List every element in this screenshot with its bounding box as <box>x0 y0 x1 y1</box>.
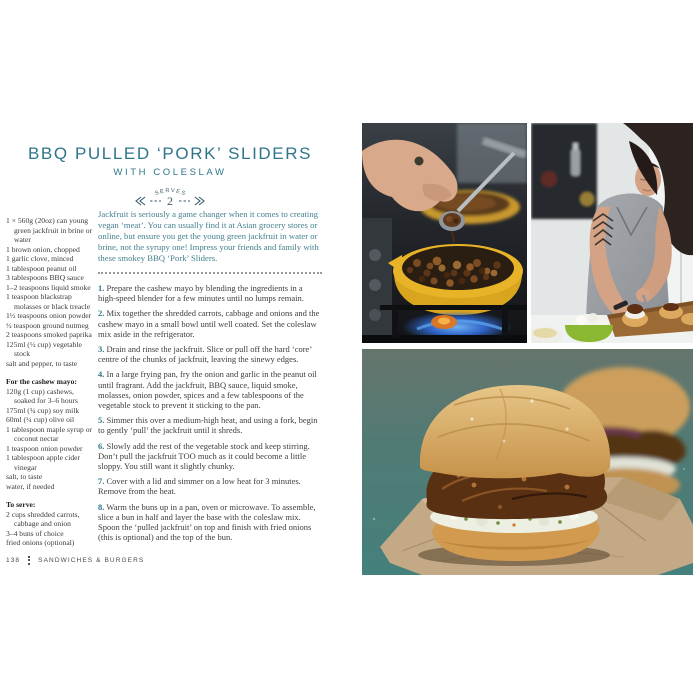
step-number: 3. <box>98 344 105 355</box>
ingredient-item: 1 teaspoon blackstrap molasses or black treacle <box>6 292 91 311</box>
ingredient-item: salt and pepper, to taste <box>6 358 78 368</box>
ring <box>415 157 424 166</box>
recipe-page <box>0 0 340 700</box>
step-number: 6. <box>98 440 105 451</box>
step-8 <box>98 502 322 543</box>
ingredient-item: 1 tablespoon apple cider vinegar <box>6 453 81 472</box>
footer-divider <box>28 556 30 565</box>
step-1 <box>98 283 322 303</box>
step-text: Drain and rinse the jackfruit. Slice or pull off the hard ‘core’ centre of the chunks of jackfruit, leaving the sinewy edges. <box>98 344 312 365</box>
page-subtitle: WITH COLESLAW <box>113 167 227 178</box>
step-number: 4. <box>98 369 105 380</box>
step-text: Slowly add the rest of the vegetable stock and keep stirring. Don’t pull the jackfruit TOO much as it could become a little sloppy. You still want it slightly chunky. <box>98 440 310 472</box>
photo-cook-assembling <box>531 123 693 343</box>
step-7 <box>98 476 322 496</box>
serves-value: 2 <box>167 194 173 208</box>
pan-photo-illustration <box>362 123 527 343</box>
dotted-divider <box>98 272 322 274</box>
ingredient-item: 1–2 teaspoons liquid smoke <box>6 282 91 292</box>
title-block <box>0 144 340 217</box>
step-number: 7. <box>98 476 105 487</box>
ingredient-item: ½ teaspoon ground nutmeg <box>6 320 89 330</box>
step-4 <box>98 369 322 410</box>
page-title: BBQ PULLED ‘PORK’ SLIDERS <box>27 144 313 163</box>
sliders-photo-illustration <box>362 349 693 575</box>
serves-badge-graphic <box>124 182 216 212</box>
ingredient-item: 60ml (¼ cup) olive oil <box>6 415 75 424</box>
step-text: Mix together the shredded carrots, cabbage and onions and the cashew mayo in a small bowl until well coated. Set the coleslaw mix aside in the refrigerator. <box>98 308 320 339</box>
ingredient-item: salt, to taste <box>6 472 43 481</box>
step-3 <box>98 344 322 364</box>
ingredient-item: fried onions (optional) <box>6 538 75 547</box>
step-text: Warm the buns up in a pan, oven or microwave. To assemble, slice a bun in half and layer the base with the coleslaw mix. Spoon the ‘pulled jackfruit’ on top and finish with fried onions (this is optional) and the top of the bun. <box>98 501 316 543</box>
ingredient-item: 125ml (½ cup) vegetable stock <box>6 339 82 358</box>
step-6 <box>98 441 322 472</box>
ingredient-item: 1 tablespoon peanut oil <box>6 263 77 273</box>
step-2 <box>98 308 322 339</box>
recipe-intro: Jackfruit is seriously a game changer when it comes to creating vegan ‘meat’. You can usually find it at Asian grocery stores or online, but ensure you get the young green jackfruit in water or brine, not the syrupy one! Impress your friends and family with these smokey BBQ ‘Pork’ Sliders. <box>98 209 319 263</box>
cashew-mayo-header: For the cashew mayo: <box>6 377 77 386</box>
background-shelf <box>531 123 597 219</box>
ingredient-item: 120g (1 cup) cashews, soaked for 3–6 hours <box>6 386 78 405</box>
step-text: Prepare the cashew mayo by blending the ingredients in a high-speed blender for a few minutes until no lumps remain. <box>98 283 304 304</box>
step-text: Cover with a lid and simmer on a low heat for 3 minutes. Remove from the heat. <box>98 476 301 497</box>
section-name: SANDWICHES & BURGERS <box>38 557 145 564</box>
page-number: 138 <box>6 557 21 564</box>
ingredients-column <box>6 216 96 548</box>
ingredient-item: 1 × 560g (20oz) can young green jackfruit in brine or water <box>6 216 93 244</box>
ingredient-item: 2 teaspoons smoked paprika <box>6 330 92 339</box>
main-slider <box>418 385 610 566</box>
step-number: 5. <box>98 415 105 426</box>
right-arrow-icon <box>179 197 204 205</box>
ingredient-item: 1 brown onion, chopped <box>6 244 80 254</box>
serves-label: SERVES <box>154 187 188 198</box>
ingredient-item: 3 tablespoons BBQ sauce <box>6 273 84 282</box>
ingredient-item: 2 cups shredded carrots, cabbage and onion <box>6 509 80 528</box>
ingredient-item: water, if needed <box>6 481 55 491</box>
page-footer <box>6 556 144 565</box>
to-serve-list <box>6 510 96 548</box>
step-text: In a large frying pan, fry the onion and garlic in the peanut oil until fragrant. Add the jackfruit, BBQ sauce, liquid smoke, molasses, onion powder, spices and a few tablespoons of the vegetable stock to prevent it sticking to the pan. <box>98 369 317 411</box>
left-arrow-icon <box>136 197 161 205</box>
method-column <box>98 209 322 547</box>
ingredient-item: 1 teaspoon onion powder <box>6 443 83 453</box>
step-5 <box>98 415 322 435</box>
ingredient-item: 175ml (¾ cup) soy milk <box>6 405 80 415</box>
to-serve-header: To serve: <box>6 500 36 509</box>
cook-photo-illustration <box>531 123 693 343</box>
ingredient-item: 1 tablespoon maple syrup or coconut nectar <box>6 424 93 443</box>
ingredients-main-list <box>6 216 96 368</box>
ingredient-item: 1 garlic clove, minced <box>6 254 74 263</box>
ingredient-item: 3–4 buns of choice <box>6 528 64 538</box>
step-number: 1. <box>98 283 105 293</box>
photo-finished-sliders <box>362 349 693 575</box>
ingredient-item: 1½ teaspoons onion powder <box>6 311 92 320</box>
step-number: 2. <box>98 308 105 319</box>
step-text: Simmer this over a medium-high heat, and using a fork, begin to gently ‘pull’ the jackfruit until it shreds. <box>98 415 318 436</box>
cashew-mayo-list <box>6 387 96 492</box>
step-number: 8. <box>98 501 105 512</box>
photo-pan-cooking <box>362 123 527 343</box>
